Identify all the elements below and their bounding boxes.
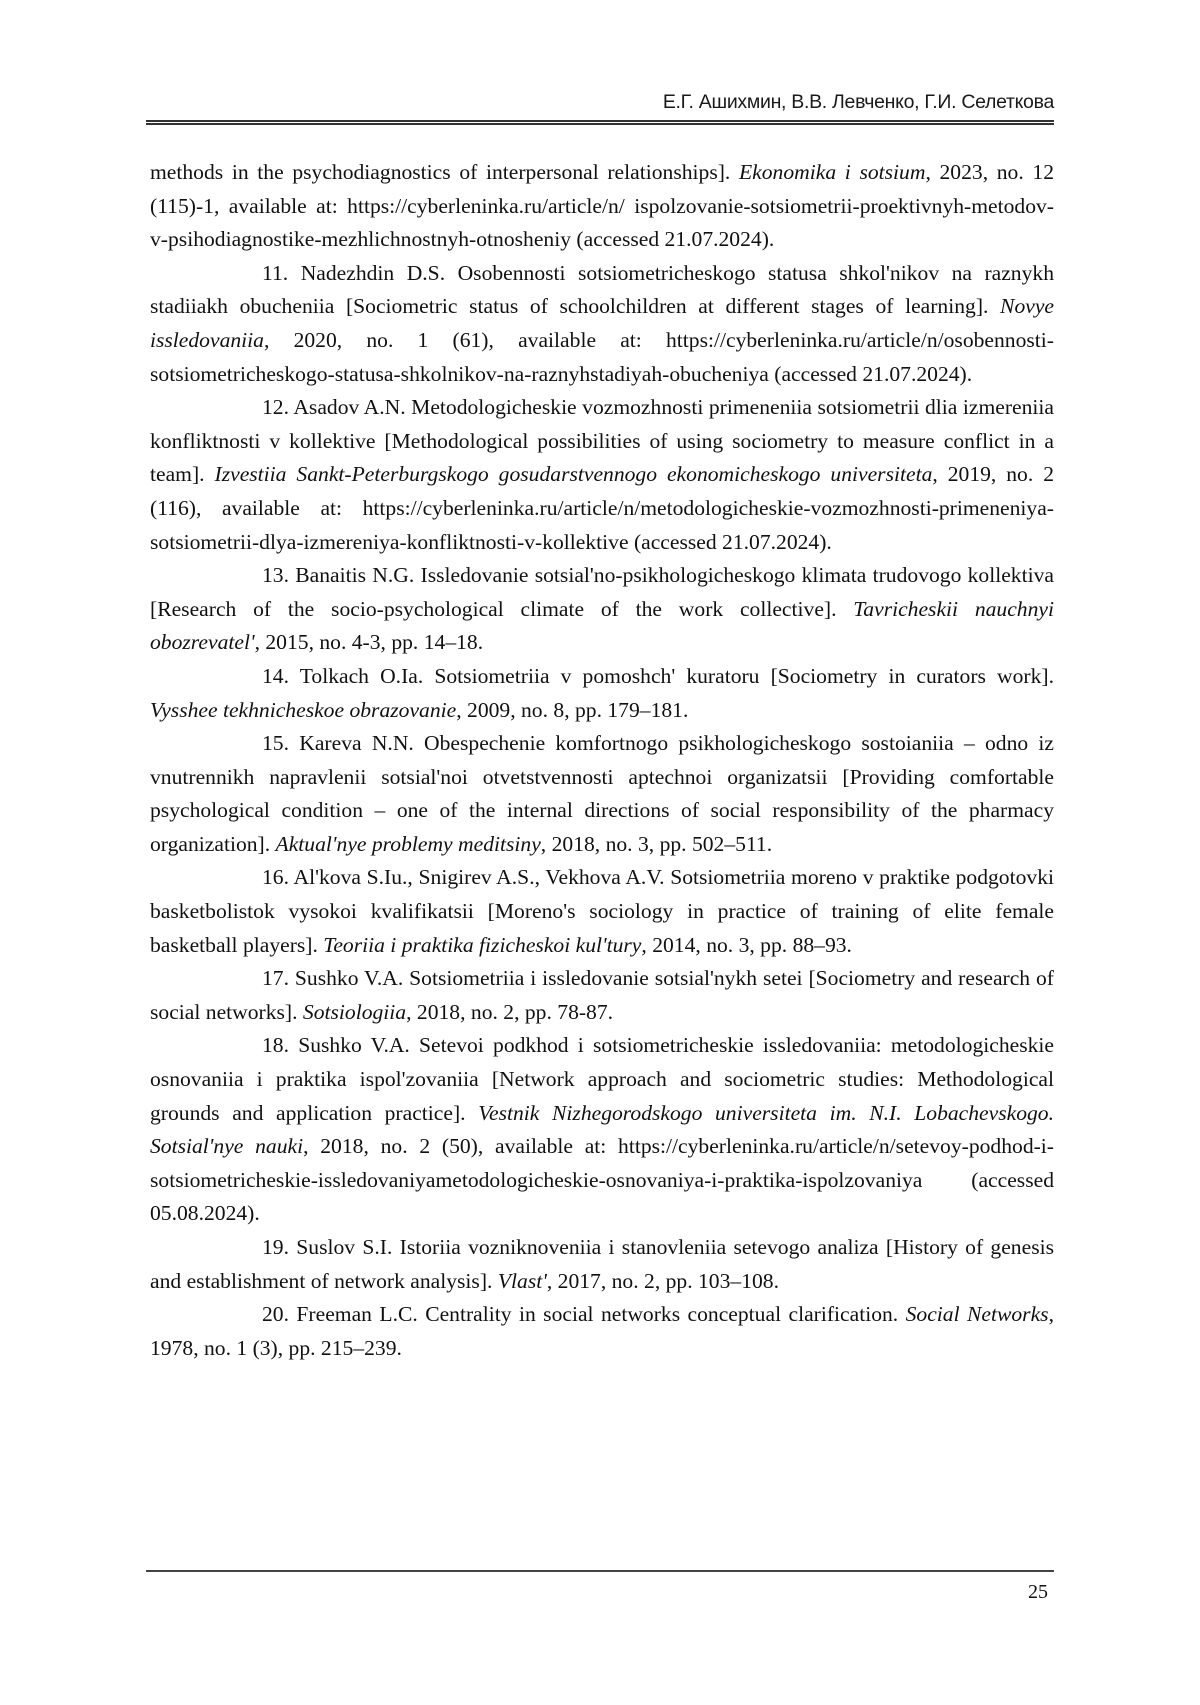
reference-details: , 2009, no. 8, pp. 179–181.	[456, 697, 689, 722]
reference-journal: Izvestiia Sankt-Peterburgskogo gosudarstvennogo ekonomicheskogo universiteta	[214, 462, 933, 487]
reference-details: , 2018, no. 2, pp. 78-87.	[406, 999, 614, 1024]
reference-details: , 2015, no. 4-3, pp. 14–18.	[254, 630, 484, 655]
reference-journal: Social Networks	[905, 1302, 1049, 1327]
reference-text: Freeman L.C. Centrality in social networks conceptual clarification.	[296, 1302, 906, 1327]
reference-journal: Sotsiologiia	[302, 999, 407, 1024]
reference-item	[150, 660, 1054, 727]
reference-text: Banaitis N.G. Issledovanie sotsial'no-psikhologicheskogo klimata trudovogo kollektiva [Research of the socio-psychological climate of the work collective].	[150, 563, 1054, 621]
reference-details: , 2019, no. 2 (116), available at: https://cyberleninka.ru/article/n/metodologicheskie-vozmozhnosti-primeneniya-sotsiometrii-dlya-izmereniya-konfliktnosti-v-kollektive (accessed 21.07.2024).	[150, 462, 1055, 554]
reference-journal: Teoriia i praktika fizicheskoi kul'tury	[323, 932, 642, 957]
reference-text: Al'kova S.Iu., Snigirev A.S., Vekhova A.V. Sotsiometriia moreno v praktike podgotovki basketbolistok vysokoi kvalifikatsii [Moreno's sociology in practice of training of elite female basketball players].	[150, 865, 1054, 957]
running-head-authors: Е.Г. Ашихмин, В.В. Левченко, Г.И. Селеткова	[662, 91, 1054, 113]
reference-item	[150, 727, 1054, 861]
reference-journal: Novye issledovaniia	[150, 294, 1054, 352]
page-number: 25	[1028, 1581, 1048, 1603]
reference-details: , 2018, no. 3, pp. 502–511.	[540, 831, 773, 856]
header-rule-line	[146, 120, 1054, 122]
reference-details: , 2023, no. 12 (115)-1, available at: https://cyberleninka.ru/article/n/ ispolzovanie-sotsiometrii-proektivnyh-metodov-v-psihodiagnostike-mezhlichnostnyh-otnosheniy (accessed 21.07.2024).	[150, 160, 1055, 252]
reference-item	[150, 156, 1054, 257]
reference-text: Suslov S.I. Istoriia vozniknoveniia i stanovleniia setevogo analiza [History of genesis and establishment of network analysis].	[150, 1235, 1054, 1293]
reference-number: 14.	[262, 663, 289, 688]
reference-number: 13.	[262, 563, 289, 588]
footer-rule	[146, 1570, 1054, 1572]
reference-text: Asadov A.N. Metodologicheskie vozmozhnosti primeneniia sotsiometrii dlia izmereniia konfliktnosti v kollektive [Methodological possibilities of using sociometry to measure conflict in a team].	[150, 395, 1054, 487]
reference-details: , 1978, no. 1 (3), pp. 215–239.	[150, 1302, 1054, 1360]
reference-item	[150, 1298, 1054, 1365]
reference-number: 11.	[262, 260, 289, 285]
reference-number: 17.	[262, 966, 289, 991]
reference-item	[150, 1029, 1054, 1231]
reference-details: , 2014, no. 3, pp. 88–93.	[641, 932, 852, 957]
reference-item	[150, 391, 1054, 559]
reference-item	[150, 962, 1054, 1029]
reference-item	[150, 861, 1054, 962]
reference-number: 18.	[262, 1033, 289, 1058]
reference-text: Sushko V.A. Sotsiometriia i issledovanie sotsial'nykh setei [Sociometry and research of social networks].	[150, 966, 1055, 1024]
reference-text: Nadezhdin D.S. Osobennosti sotsiometricheskogo statusa shkol'nikov na raznykh stadiiakh obucheniia [Sociometric status of schoolchildren at different stages of learning].	[150, 260, 1054, 319]
reference-journal: Tavricheskii nauchnyi obozrevatel'	[150, 596, 1054, 655]
reference-number: 15.	[262, 731, 289, 756]
reference-journal: Vestnik Nizhegorodskogo universiteta im. N.I. Lobachevskogo. Sotsial'nye nauki	[150, 1100, 1055, 1159]
reference-details: , 2020, no. 1 (61), available at: https://cyberleninka.ru/article/n/osobennosti-sotsiometricheskogo-statusa-shkolnikov-na-raznyhstadiyah-obucheniya (accessed 21.07.2024).	[150, 327, 1054, 386]
header-double-rule	[146, 120, 1054, 125]
reference-text: methods in the psychodiagnostics of interpersonal relationships].	[150, 160, 739, 184]
reference-journal: Vlast'	[497, 1268, 547, 1293]
reference-text: Tolkach O.Ia. Sotsiometriia v pomoshch' kuratoru [Sociometry in curators work].	[299, 663, 1054, 688]
reference-journal: Ekonomika i sotsium	[738, 160, 926, 184]
reference-journal: Aktual'nye problemy meditsiny	[275, 831, 541, 856]
reference-text: Kareva N.N. Obespechenie komfortnogo psikhologicheskogo sostoianiia – odno iz vnutrennikh napravlenii sotsial'noi otvetstvennosti aptechnoi organizatsii [Providing comfortable psychological condition – one of the internal directions of social responsibility of the pharmacy organization].	[150, 731, 1054, 856]
reference-item	[150, 257, 1054, 391]
reference-text: Sushko V.A. Setevoi podkhod i sotsiometricheskie issledovaniia: metodologicheskie osnovaniia i praktika ispol'zovaniia [Network approach and sociometric studies: Methodological grounds and application practice].	[150, 1033, 1054, 1125]
reference-number: 20.	[262, 1302, 289, 1327]
header-rule-line	[146, 123, 1054, 125]
reference-number: 19.	[262, 1235, 289, 1259]
reference-details: , 2017, no. 2, pp. 103–108.	[546, 1268, 779, 1293]
reference-details: , 2018, no. 2 (50), available at: https://cyberleninka.ru/article/n/setevoy-podhod-i-sotsiometricheskie-issledovaniyametodologicheskie-osnovaniya-i-praktika-ispolzovaniya (accessed 05.08.2024).	[150, 1134, 1054, 1226]
reference-list	[150, 156, 1054, 1365]
reference-number: 12.	[262, 395, 289, 420]
reference-item	[150, 1231, 1054, 1298]
reference-item	[150, 559, 1054, 660]
reference-journal: Vysshee tekhnicheskoe obrazovanie	[150, 697, 457, 722]
reference-number: 16.	[262, 865, 289, 890]
